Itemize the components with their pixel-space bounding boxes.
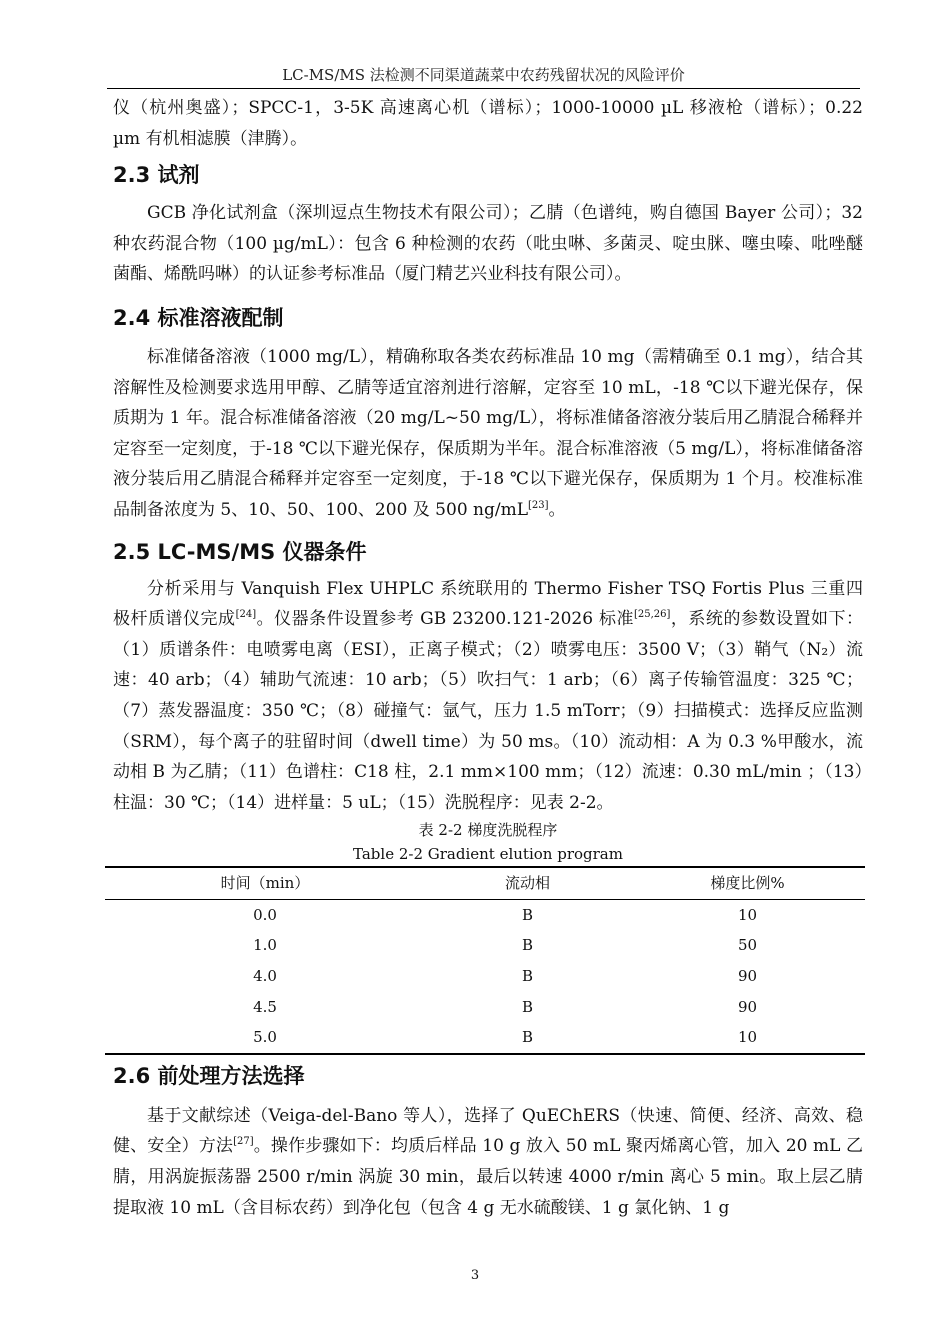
table-cell: 90 (737, 997, 758, 1016)
running-header: LC-MS/MS 法检测不同渠道蔬菜中农药残留状况的风险评价 (282, 66, 685, 84)
intro-paragraph: 仪（杭州奥盛）；SPCC-1，3-5K 高速离心机（谱标）；1000-10000 µL 移液枪（谱标）；0.22 µm 有机相滤膜（津腾）。 (113, 98, 863, 149)
table-row (105, 930, 865, 961)
section-heading-reagents: 2.3 试剂 (113, 163, 200, 188)
table-header-gradient-ratio: 梯度比例% (630, 867, 865, 899)
table-cell: 10 (737, 905, 758, 924)
section-heading-standard-solutions: 2.4 标准溶液配制 (113, 305, 284, 330)
section-paragraph-instrument-conditions (113, 574, 863, 819)
paragraph-text: 标准储备溶液（1000 mg/L），精确称取各类农药标准品 10 mg（需精确至 0.1 mg），结合其溶解性及检测要求选用甲醇、乙腈等适宜溶剂进行溶解，定容至 10 mL，-18 ℃以下避光保存，保质期为 1 年。混合标准储备溶液（20 mg/L~50 mg/L），将标准储备溶液分装后用乙腈混合稀释并定容至一定刻度，于-18 ℃以下避光保存，保质期为半年。混合标准溶液（5 mg/L），将标准储备溶液分装后用乙腈混合稀释并定容至一定刻度，于-18 ℃以下避光保存，保质期为 1 个月。校准标准品制备浓度为 5、10、50、100、200 及 500 ng/mL (113, 346, 863, 520)
gradient-elution-table (105, 866, 865, 1055)
table-cell: B (521, 997, 534, 1016)
section-paragraph-standard-solutions (113, 342, 863, 526)
paragraph-text: ，系统的参数设置如下：（1）质谱条件：电喷雾电离（ESI），正离子模式；（2）喷雾电压：3500 V；（3）鞘气（N₂）流速：40 arb；（4）辅助气流速：10 arb；（5）吹扫气：1 arb；（6）离子传输管温度：325 ℃；（7）蒸发器温度：350 ℃；（8）碰撞气：氩气，压力 1.5 mTorr；（9）扫描模式：选择反应监测（SRM），每个离子的驻留时间（dwell time）为 50 ms。（10）流动相：A 为 0.3 %甲酸水，流动相 B 为乙腈；（11）色谱柱：C18 柱，2.1 mm×100 mm；（12）流速：0.30 mL/min ；（13）柱温：30 ℃；（14）进样量：5 uL；（15）洗脱程序：见表 2-2。 (113, 609, 864, 813)
table-header-row (105, 867, 865, 899)
table-cell: 0.0 (253, 905, 277, 924)
citation: [25,26] (633, 609, 671, 621)
section-paragraph-pretreatment (113, 1101, 863, 1223)
table-caption-cn: 表 2-2 梯度洗脱程序 (418, 821, 558, 840)
table-cell: 1.0 (253, 936, 277, 955)
paragraph-text: 分析采用与 Vanquish Flex UHPLC 系统联用的 Thermo Fisher TSQ Fortis Plus 三重四极杆质谱仪完成 (113, 578, 863, 630)
table-row (105, 1022, 865, 1054)
table-cell: B (521, 936, 534, 955)
table-cell: 4.0 (253, 967, 277, 986)
citation: [23] (528, 499, 549, 511)
paragraph-text: 。 (548, 499, 566, 520)
section-paragraph-reagents: GCB 净化试剂盒（深圳逗点生物技术有限公司）；乙腈（色谱纯，购自德国 Bayer 公司）；32 种农药混合物（100 µg/mL）：包含 6 种检测的农药（吡虫啉、多菌灵、啶虫脒、噻虫嗪、吡唑醚菌酯、烯酰吗啉）的认证参考标准品（厦门精艺兴业科技有限公司）。 (113, 203, 863, 285)
table-cell: 10 (630, 1022, 865, 1054)
table-cell: B (521, 967, 534, 986)
table-cell: 90 (737, 967, 758, 986)
page-content (113, 93, 863, 1223)
table-row (105, 899, 865, 930)
table-header-time: 时间（min） (105, 867, 425, 899)
citation: [24] (235, 609, 257, 621)
table-cell: 50 (737, 936, 758, 955)
paragraph-text: 基于文献综述（Veiga-del-Bano 等人），选择了 QuEChERS（快速、简便、经济、高效、稳健、安全）方法 (113, 1105, 863, 1157)
table-cell: B (521, 905, 534, 924)
paragraph-text: 。操作步骤如下：均质后样品 10 g 放入 50 mL 聚丙烯离心管，加入 20 mL 乙腈，用涡旋振荡器 2500 r/min 涡旋 30 min，最后以转速 4000 r/min 离心 5 min。取上层乙腈提取液 10 mL（含目标农药）到净化包（包含 4 g 无水硫酸镁、1 g 氯化钠、1 g (113, 1136, 864, 1218)
section-heading-instrument-conditions: 2.5 LC-MS/MS 仪器条件 (113, 539, 367, 564)
section-heading-pretreatment: 2.6 前处理方法选择 (113, 1063, 305, 1088)
table-row (105, 992, 865, 1023)
table-cell: 5.0 (105, 1022, 425, 1054)
table-cell: 4.5 (253, 997, 277, 1016)
table-row (105, 961, 865, 992)
citation: [27] (233, 1136, 254, 1148)
table-header-mobile-phase: 流动相 (425, 867, 630, 899)
header-rule (107, 88, 860, 89)
page-number: 3 (470, 1268, 480, 1283)
paragraph-text: 。仪器条件设置参考 GB 23200.121-2026 标准 (256, 609, 634, 630)
table-cell: B (425, 1022, 630, 1054)
table-caption-en: Table 2-2 Gradient elution program (353, 845, 623, 864)
